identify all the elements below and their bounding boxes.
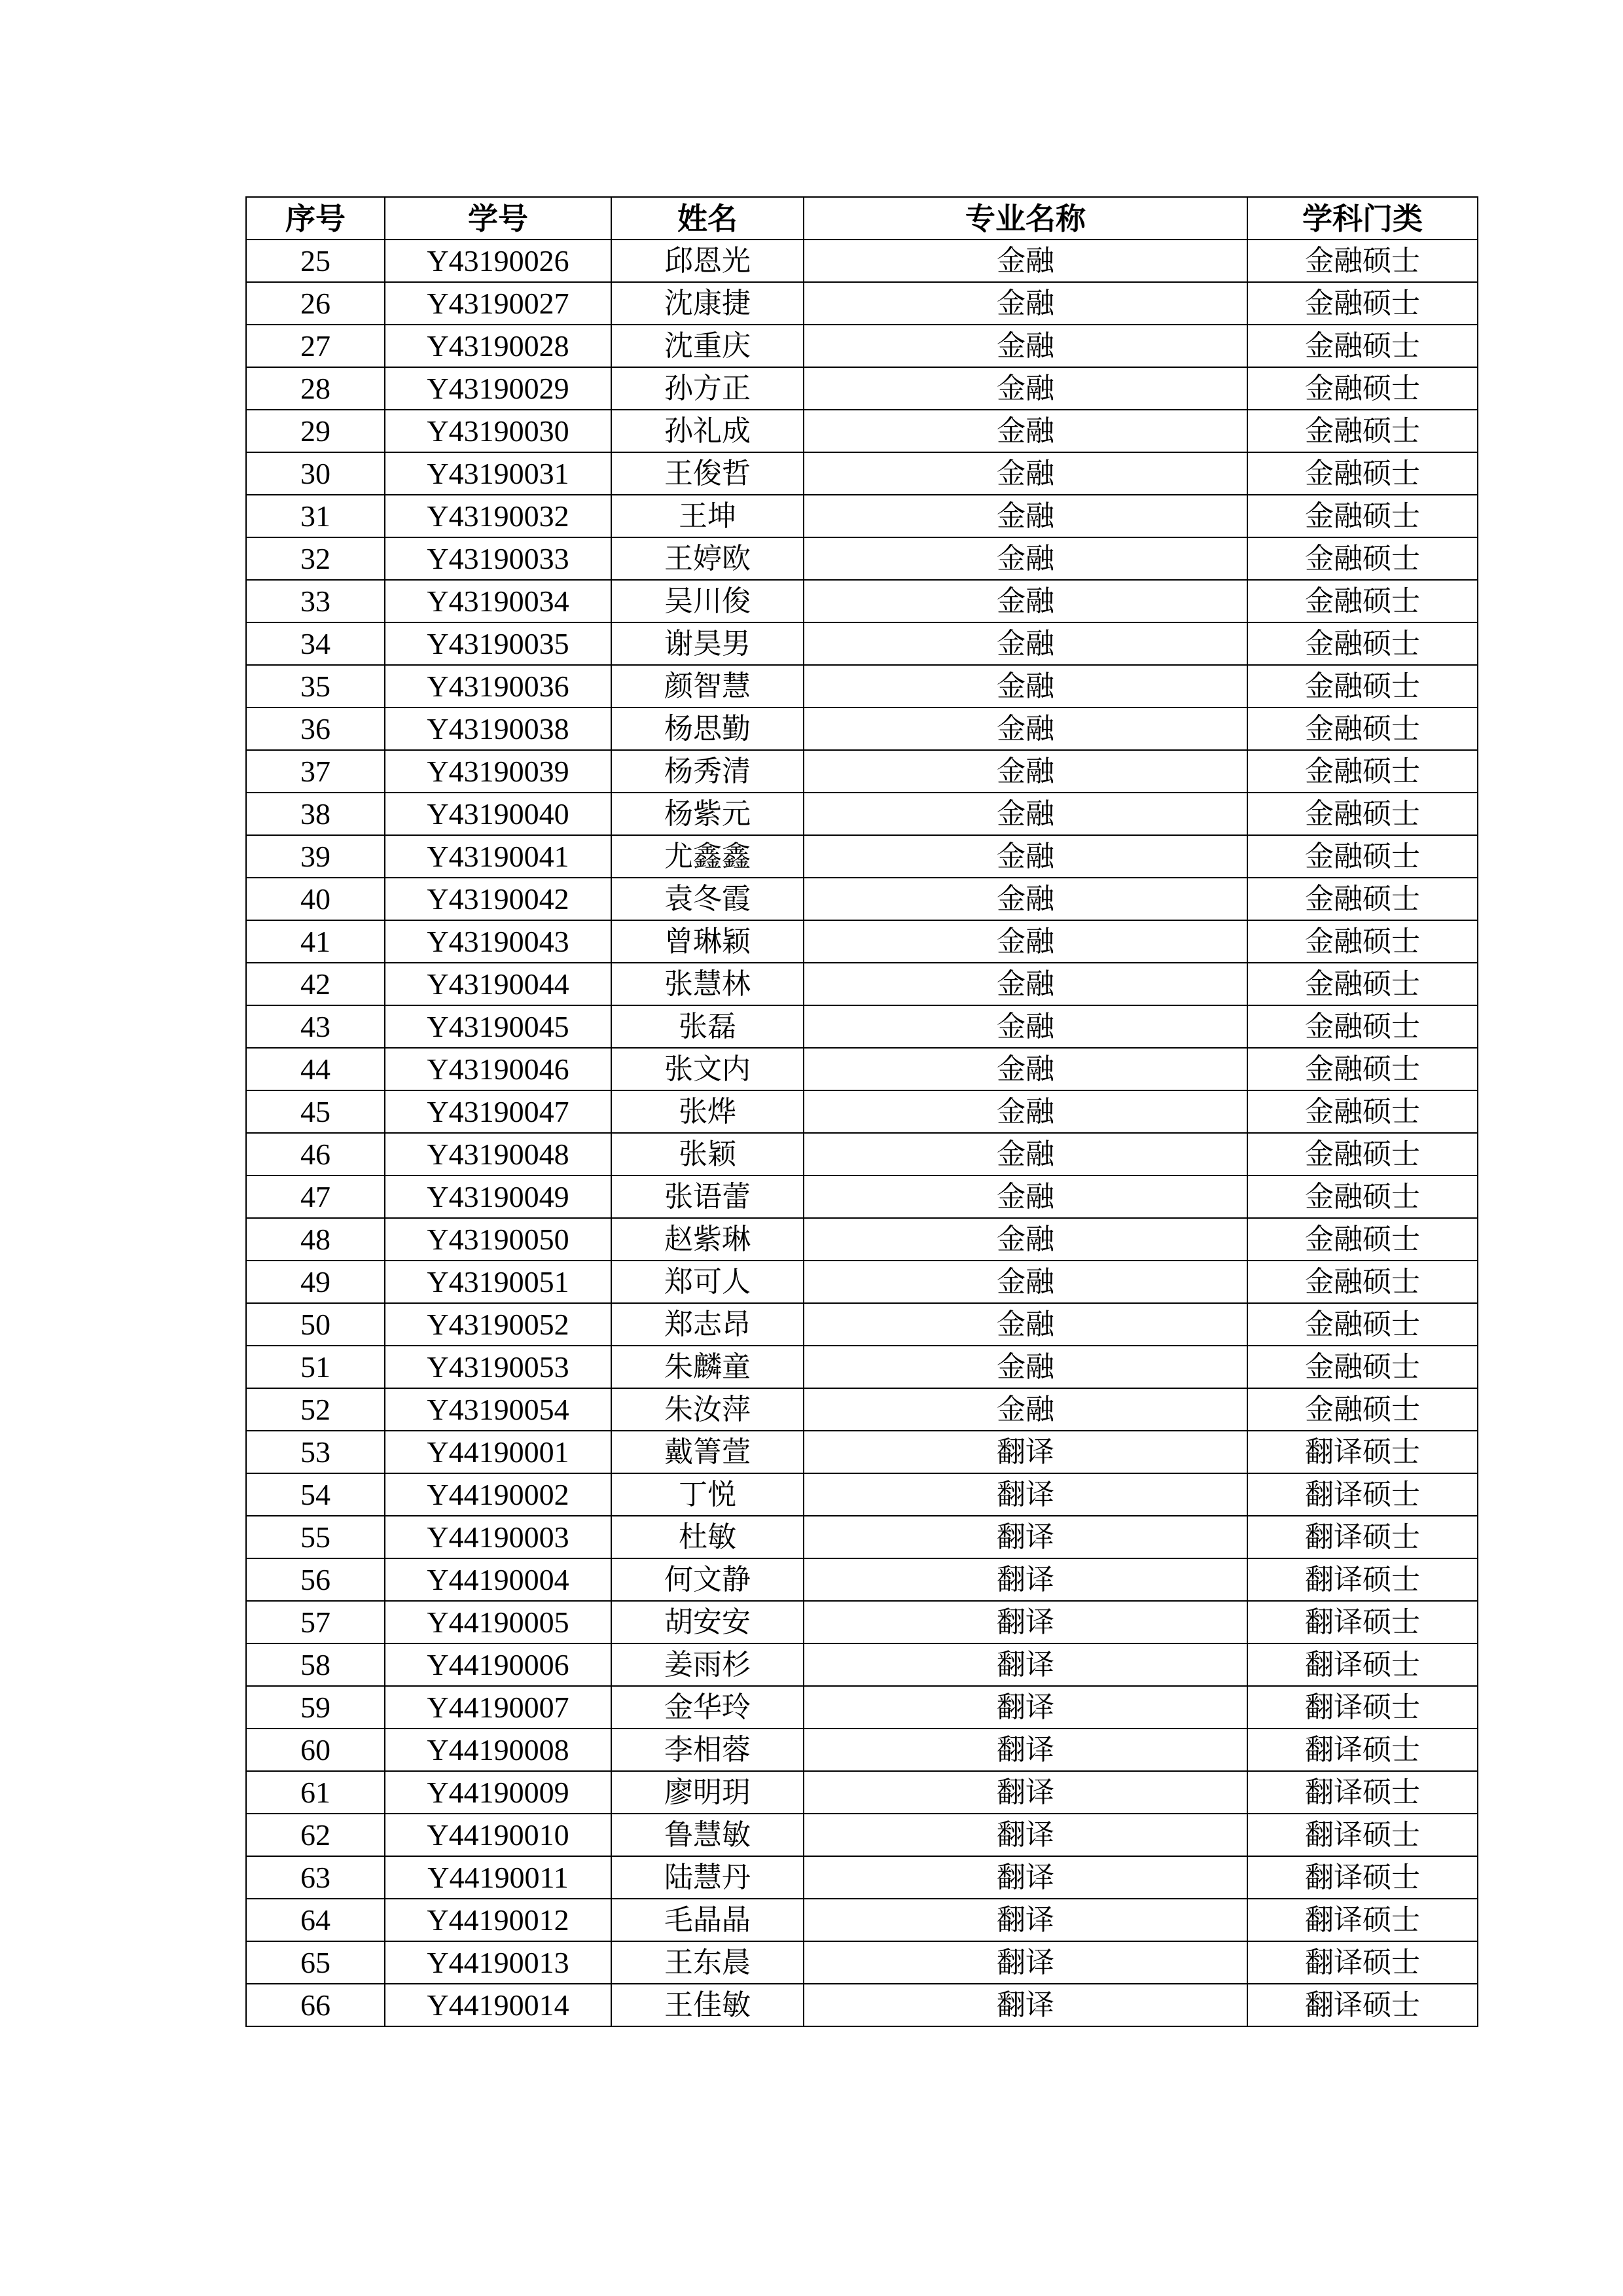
cell-student-id: Y43190050 (385, 1218, 611, 1261)
cell-major: 翻译 (804, 1771, 1247, 1814)
cell-student-id: Y44190012 (385, 1899, 611, 1941)
cell-major: 金融 (804, 325, 1247, 367)
table-row (246, 1218, 1478, 1261)
cell-major: 翻译 (804, 1643, 1247, 1686)
cell-seq: 61 (246, 1771, 385, 1814)
cell-name: 尤鑫鑫 (611, 835, 804, 878)
cell-student-id: Y44190011 (385, 1856, 611, 1899)
cell-major: 金融 (804, 793, 1247, 835)
cell-name: 郑可人 (611, 1261, 804, 1303)
cell-category: 翻译硕士 (1247, 1516, 1478, 1558)
table-row (246, 1261, 1478, 1303)
cell-name: 丁悦 (611, 1473, 804, 1516)
cell-student-id: Y43190040 (385, 793, 611, 835)
table-row (246, 580, 1478, 622)
cell-category: 金融硕士 (1247, 665, 1478, 708)
cell-name: 王坤 (611, 495, 804, 537)
cell-major: 金融 (804, 1346, 1247, 1388)
cell-major: 金融 (804, 452, 1247, 495)
cell-seq: 46 (246, 1133, 385, 1175)
cell-category: 金融硕士 (1247, 367, 1478, 410)
cell-major: 翻译 (804, 1941, 1247, 1984)
table-row (246, 1346, 1478, 1388)
cell-seq: 66 (246, 1984, 385, 2026)
cell-name: 颜智慧 (611, 665, 804, 708)
cell-major: 金融 (804, 1218, 1247, 1261)
table-row (246, 878, 1478, 920)
cell-seq: 51 (246, 1346, 385, 1388)
cell-category: 金融硕士 (1247, 1048, 1478, 1090)
cell-major: 金融 (804, 622, 1247, 665)
cell-major: 翻译 (804, 1814, 1247, 1856)
cell-seq: 41 (246, 920, 385, 963)
cell-name: 何文静 (611, 1558, 804, 1601)
cell-seq: 44 (246, 1048, 385, 1090)
cell-student-id: Y43190047 (385, 1090, 611, 1133)
cell-seq: 55 (246, 1516, 385, 1558)
cell-category: 金融硕士 (1247, 1346, 1478, 1388)
cell-student-id: Y43190051 (385, 1261, 611, 1303)
table-row (246, 1643, 1478, 1686)
cell-seq: 28 (246, 367, 385, 410)
cell-student-id: Y44190001 (385, 1431, 611, 1473)
cell-category: 金融硕士 (1247, 878, 1478, 920)
cell-name: 杜敏 (611, 1516, 804, 1558)
cell-major: 翻译 (804, 1558, 1247, 1601)
cell-major: 金融 (804, 282, 1247, 325)
cell-category: 金融硕士 (1247, 240, 1478, 282)
cell-student-id: Y43190053 (385, 1346, 611, 1388)
cell-student-id: Y44190002 (385, 1473, 611, 1516)
table-row (246, 325, 1478, 367)
table-row (246, 1473, 1478, 1516)
cell-category: 翻译硕士 (1247, 1814, 1478, 1856)
cell-category: 金融硕士 (1247, 1133, 1478, 1175)
table-row (246, 452, 1478, 495)
cell-name: 张文内 (611, 1048, 804, 1090)
cell-student-id: Y43190034 (385, 580, 611, 622)
cell-seq: 60 (246, 1729, 385, 1771)
table-row (246, 1814, 1478, 1856)
cell-category: 金融硕士 (1247, 410, 1478, 452)
table-row (246, 1984, 1478, 2026)
cell-student-id: Y43190054 (385, 1388, 611, 1431)
cell-seq: 38 (246, 793, 385, 835)
header-category: 学科门类 (1247, 197, 1478, 240)
cell-category: 翻译硕士 (1247, 1601, 1478, 1643)
cell-name: 朱麟童 (611, 1346, 804, 1388)
cell-major: 金融 (804, 1005, 1247, 1048)
table-row (246, 920, 1478, 963)
cell-category: 金融硕士 (1247, 963, 1478, 1005)
cell-major: 金融 (804, 665, 1247, 708)
table-row (246, 240, 1478, 282)
cell-student-id: Y43190031 (385, 452, 611, 495)
cell-category: 金融硕士 (1247, 452, 1478, 495)
table-row (246, 282, 1478, 325)
cell-name: 吴川俊 (611, 580, 804, 622)
cell-category: 金融硕士 (1247, 1090, 1478, 1133)
cell-major: 金融 (804, 750, 1247, 793)
table-row (246, 1558, 1478, 1601)
cell-category: 金融硕士 (1247, 1261, 1478, 1303)
table-row (246, 410, 1478, 452)
cell-major: 金融 (804, 240, 1247, 282)
cell-student-id: Y43190039 (385, 750, 611, 793)
cell-seq: 36 (246, 708, 385, 750)
cell-major: 翻译 (804, 1899, 1247, 1941)
cell-name: 戴箐萱 (611, 1431, 804, 1473)
cell-student-id: Y43190029 (385, 367, 611, 410)
cell-name: 曾琳颖 (611, 920, 804, 963)
table-row (246, 1303, 1478, 1346)
cell-name: 赵紫琳 (611, 1218, 804, 1261)
table-row (246, 1856, 1478, 1899)
cell-name: 孙方正 (611, 367, 804, 410)
cell-name: 张磊 (611, 1005, 804, 1048)
cell-seq: 33 (246, 580, 385, 622)
table-row (246, 1899, 1478, 1941)
cell-category: 翻译硕士 (1247, 1558, 1478, 1601)
cell-major: 金融 (804, 410, 1247, 452)
cell-major: 金融 (804, 1261, 1247, 1303)
cell-name: 沈康捷 (611, 282, 804, 325)
cell-seq: 57 (246, 1601, 385, 1643)
cell-seq: 54 (246, 1473, 385, 1516)
table-row (246, 495, 1478, 537)
cell-name: 姜雨杉 (611, 1643, 804, 1686)
table-row (246, 1601, 1478, 1643)
cell-name: 郑志昂 (611, 1303, 804, 1346)
cell-major: 金融 (804, 708, 1247, 750)
cell-student-id: Y43190032 (385, 495, 611, 537)
cell-category: 金融硕士 (1247, 1175, 1478, 1218)
cell-student-id: Y43190044 (385, 963, 611, 1005)
cell-seq: 63 (246, 1856, 385, 1899)
cell-major: 翻译 (804, 1516, 1247, 1558)
cell-student-id: Y43190046 (385, 1048, 611, 1090)
cell-major: 翻译 (804, 1984, 1247, 2026)
table-row (246, 1090, 1478, 1133)
cell-major: 金融 (804, 878, 1247, 920)
cell-category: 金融硕士 (1247, 580, 1478, 622)
table-row (246, 1388, 1478, 1431)
cell-major: 翻译 (804, 1856, 1247, 1899)
cell-student-id: Y43190041 (385, 835, 611, 878)
cell-student-id: Y44190006 (385, 1643, 611, 1686)
cell-seq: 34 (246, 622, 385, 665)
cell-category: 金融硕士 (1247, 537, 1478, 580)
cell-seq: 26 (246, 282, 385, 325)
table-row (246, 1175, 1478, 1218)
cell-category: 金融硕士 (1247, 793, 1478, 835)
cell-major: 翻译 (804, 1601, 1247, 1643)
table-row (246, 1005, 1478, 1048)
header-seq: 序号 (246, 197, 385, 240)
cell-major: 金融 (804, 495, 1247, 537)
cell-name: 王东晨 (611, 1941, 804, 1984)
cell-seq: 31 (246, 495, 385, 537)
cell-name: 杨紫元 (611, 793, 804, 835)
cell-seq: 58 (246, 1643, 385, 1686)
cell-seq: 29 (246, 410, 385, 452)
cell-seq: 32 (246, 537, 385, 580)
cell-major: 金融 (804, 1048, 1247, 1090)
cell-name: 袁冬霞 (611, 878, 804, 920)
cell-name: 杨秀清 (611, 750, 804, 793)
cell-seq: 56 (246, 1558, 385, 1601)
cell-name: 王婷欧 (611, 537, 804, 580)
cell-student-id: Y43190026 (385, 240, 611, 282)
cell-student-id: Y43190036 (385, 665, 611, 708)
cell-category: 金融硕士 (1247, 282, 1478, 325)
cell-seq: 53 (246, 1431, 385, 1473)
table-row (246, 622, 1478, 665)
cell-seq: 65 (246, 1941, 385, 1984)
cell-name: 鲁慧敏 (611, 1814, 804, 1856)
cell-category: 翻译硕士 (1247, 1771, 1478, 1814)
cell-seq: 40 (246, 878, 385, 920)
table-row (246, 708, 1478, 750)
cell-student-id: Y43190052 (385, 1303, 611, 1346)
cell-category: 金融硕士 (1247, 920, 1478, 963)
header-student-id: 学号 (385, 197, 611, 240)
cell-student-id: Y43190045 (385, 1005, 611, 1048)
table-body (246, 240, 1478, 2026)
cell-name: 张慧林 (611, 963, 804, 1005)
table-header-row (246, 197, 1478, 240)
cell-student-id: Y43190048 (385, 1133, 611, 1175)
cell-student-id: Y44190003 (385, 1516, 611, 1558)
cell-student-id: Y43190049 (385, 1175, 611, 1218)
table-row (246, 1431, 1478, 1473)
cell-seq: 45 (246, 1090, 385, 1133)
cell-seq: 64 (246, 1899, 385, 1941)
table-row (246, 1771, 1478, 1814)
table-row (246, 1686, 1478, 1729)
cell-category: 翻译硕士 (1247, 1729, 1478, 1771)
table-row (246, 963, 1478, 1005)
header-major: 专业名称 (804, 197, 1247, 240)
cell-major: 金融 (804, 1133, 1247, 1175)
cell-name: 毛晶晶 (611, 1899, 804, 1941)
cell-student-id: Y43190035 (385, 622, 611, 665)
cell-category: 翻译硕士 (1247, 1941, 1478, 1984)
cell-category: 金融硕士 (1247, 622, 1478, 665)
cell-category: 翻译硕士 (1247, 1899, 1478, 1941)
cell-student-id: Y44190008 (385, 1729, 611, 1771)
cell-major: 翻译 (804, 1729, 1247, 1771)
cell-major: 金融 (804, 1090, 1247, 1133)
cell-name: 张烨 (611, 1090, 804, 1133)
cell-seq: 59 (246, 1686, 385, 1729)
table-row (246, 537, 1478, 580)
cell-student-id: Y43190028 (385, 325, 611, 367)
cell-category: 金融硕士 (1247, 835, 1478, 878)
cell-name: 王俊哲 (611, 452, 804, 495)
cell-student-id: Y44190009 (385, 1771, 611, 1814)
cell-category: 金融硕士 (1247, 708, 1478, 750)
cell-seq: 52 (246, 1388, 385, 1431)
cell-seq: 35 (246, 665, 385, 708)
cell-name: 廖明玥 (611, 1771, 804, 1814)
student-roster-table (245, 196, 1478, 2027)
table-row (246, 665, 1478, 708)
cell-category: 金融硕士 (1247, 1388, 1478, 1431)
cell-seq: 27 (246, 325, 385, 367)
cell-student-id: Y44190010 (385, 1814, 611, 1856)
cell-major: 翻译 (804, 1431, 1247, 1473)
cell-name: 李相蓉 (611, 1729, 804, 1771)
cell-major: 金融 (804, 537, 1247, 580)
cell-seq: 50 (246, 1303, 385, 1346)
cell-student-id: Y44190013 (385, 1941, 611, 1984)
cell-major: 金融 (804, 580, 1247, 622)
table-row (246, 835, 1478, 878)
cell-student-id: Y43190043 (385, 920, 611, 963)
cell-seq: 43 (246, 1005, 385, 1048)
cell-name: 金华玲 (611, 1686, 804, 1729)
cell-seq: 25 (246, 240, 385, 282)
table-row (246, 1048, 1478, 1090)
cell-seq: 39 (246, 835, 385, 878)
cell-name: 谢昊男 (611, 622, 804, 665)
cell-seq: 37 (246, 750, 385, 793)
cell-name: 张颖 (611, 1133, 804, 1175)
cell-seq: 48 (246, 1218, 385, 1261)
cell-category: 金融硕士 (1247, 1303, 1478, 1346)
cell-category: 翻译硕士 (1247, 1984, 1478, 2026)
cell-name: 杨思勤 (611, 708, 804, 750)
cell-major: 金融 (804, 963, 1247, 1005)
cell-category: 翻译硕士 (1247, 1431, 1478, 1473)
cell-major: 翻译 (804, 1686, 1247, 1729)
cell-category: 金融硕士 (1247, 1005, 1478, 1048)
cell-student-id: Y43190027 (385, 282, 611, 325)
cell-name: 胡安安 (611, 1601, 804, 1643)
cell-student-id: Y44190004 (385, 1558, 611, 1601)
cell-name: 沈重庆 (611, 325, 804, 367)
table-row (246, 1729, 1478, 1771)
cell-major: 金融 (804, 1388, 1247, 1431)
table-row (246, 367, 1478, 410)
cell-student-id: Y44190005 (385, 1601, 611, 1643)
cell-major: 翻译 (804, 1473, 1247, 1516)
cell-major: 金融 (804, 367, 1247, 410)
cell-name: 朱汝萍 (611, 1388, 804, 1431)
cell-name: 孙礼成 (611, 410, 804, 452)
cell-student-id: Y44190007 (385, 1686, 611, 1729)
table-row (246, 793, 1478, 835)
cell-student-id: Y43190038 (385, 708, 611, 750)
cell-major: 金融 (804, 1175, 1247, 1218)
cell-seq: 49 (246, 1261, 385, 1303)
cell-category: 翻译硕士 (1247, 1473, 1478, 1516)
cell-category: 翻译硕士 (1247, 1686, 1478, 1729)
cell-category: 翻译硕士 (1247, 1856, 1478, 1899)
cell-major: 金融 (804, 1303, 1247, 1346)
cell-major: 金融 (804, 920, 1247, 963)
cell-student-id: Y43190033 (385, 537, 611, 580)
cell-category: 金融硕士 (1247, 325, 1478, 367)
cell-category: 金融硕士 (1247, 750, 1478, 793)
cell-seq: 62 (246, 1814, 385, 1856)
cell-student-id: Y43190042 (385, 878, 611, 920)
cell-student-id: Y44190014 (385, 1984, 611, 2026)
cell-name: 王佳敏 (611, 1984, 804, 2026)
cell-name: 陆慧丹 (611, 1856, 804, 1899)
cell-major: 金融 (804, 835, 1247, 878)
cell-name: 邱恩光 (611, 240, 804, 282)
table-row (246, 750, 1478, 793)
table-row (246, 1516, 1478, 1558)
cell-category: 金融硕士 (1247, 1218, 1478, 1261)
cell-category: 翻译硕士 (1247, 1643, 1478, 1686)
cell-seq: 47 (246, 1175, 385, 1218)
table-row (246, 1941, 1478, 1984)
cell-name: 张语蕾 (611, 1175, 804, 1218)
header-name: 姓名 (611, 197, 804, 240)
cell-seq: 30 (246, 452, 385, 495)
cell-student-id: Y43190030 (385, 410, 611, 452)
table-row (246, 1133, 1478, 1175)
cell-seq: 42 (246, 963, 385, 1005)
cell-category: 金融硕士 (1247, 495, 1478, 537)
